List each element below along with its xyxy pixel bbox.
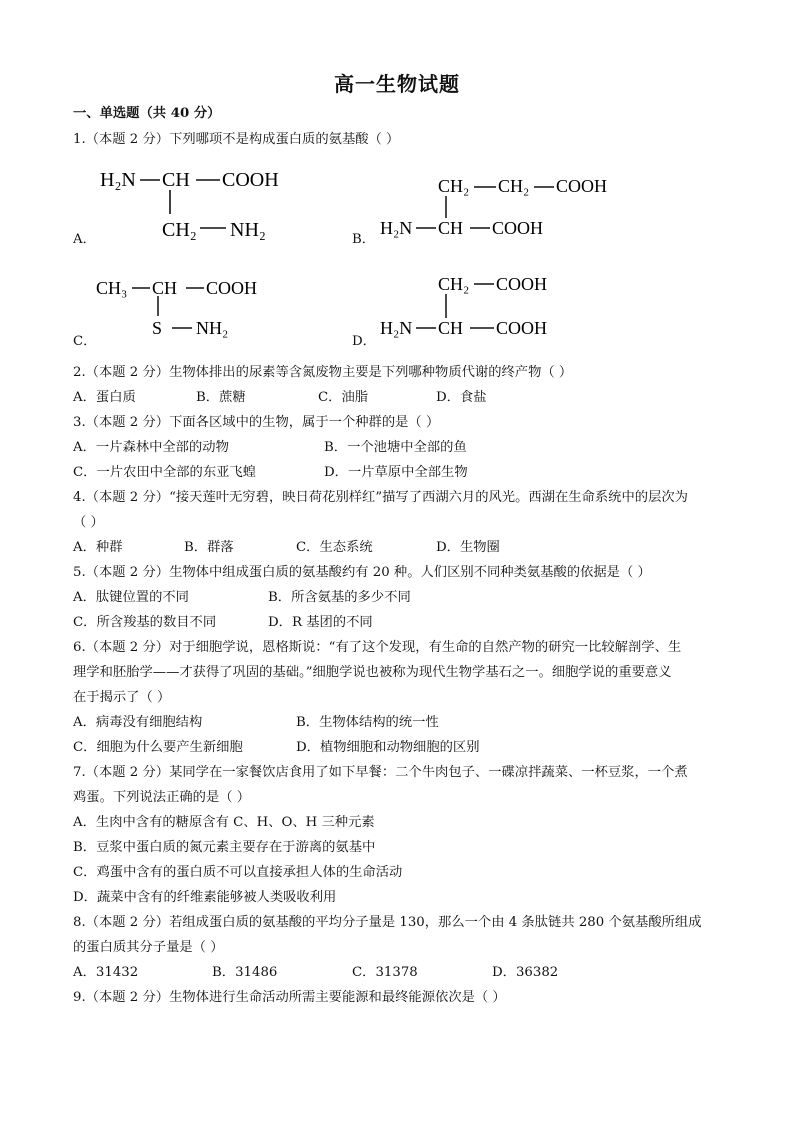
chem-ch3: CH₃	[96, 278, 128, 298]
q6-option-a: A．病毒没有细胞结构	[73, 715, 203, 730]
chem-cooh: COOH	[222, 169, 279, 191]
chem-nh2: NH₂	[230, 219, 266, 241]
q4-option-d: D．生物圈	[436, 540, 500, 555]
q1-option-b-label: B．	[352, 232, 376, 247]
chem-ch: CH	[152, 278, 178, 298]
q7-option-b: B．豆浆中蛋白质的氮元素主要存在于游离的氨基中	[73, 840, 376, 855]
q2-option-c: C．油脂	[318, 390, 369, 405]
chem-ch: CH	[438, 218, 464, 238]
q7-option-a: A．生肉中含有的糖原含有 C、H、O、H 三种元素	[73, 815, 375, 830]
q4-option-a: A．种群	[73, 540, 123, 555]
section-heading: 一、单选题（共 40 分）	[73, 106, 221, 121]
question-4-stem: 4.（本题 2 分）“接天莲叶无穷碧，映日荷花别样红”描写了西湖六月的风光。西湖在生命系统中的层次为	[73, 490, 688, 505]
question-4-stem-cont: （ ）	[73, 515, 104, 530]
chem-ch2: CH₂	[498, 176, 530, 196]
question-7-stem: 7.（本题 2 分）某同学在一家餐饮店食用了如下早餐：二个牛肉包子、一碟凉拌蔬菜、一杯豆浆，一个煮	[73, 765, 688, 780]
question-7-stem-cont: 鸡蛋。下列说法正确的是（ ）	[73, 790, 251, 805]
chem-ch2: CH₂	[438, 176, 470, 196]
q6-option-d: D．植物细胞和动物细胞的区别	[296, 740, 480, 755]
q4-option-c: C．生态系统	[296, 540, 373, 555]
q1-option-a-structure	[96, 160, 306, 244]
q1-option-d-label: D．	[352, 334, 376, 349]
question-8-stem-cont: 的蛋白质其分子量是（ ）	[73, 940, 224, 955]
chem-cooh: COOH	[206, 278, 258, 298]
q6-option-c: C．细胞为什么要产生新细胞	[73, 740, 243, 755]
q2-option-d: D．食盐	[436, 390, 487, 405]
question-8-stem: 8.（本题 2 分）若组成蛋白质的氨基酸的平均分子量是 130，那么一个由 4 条肽链共 280 个氨基酸所组成	[73, 915, 702, 930]
q1-option-d-structure	[376, 268, 596, 344]
question-6-stem-cont2: 在于揭示了（ ）	[73, 690, 171, 705]
question-9-stem: 9.（本题 2 分）生物体进行生命活动所需主要能源和最终能源依次是（ ）	[73, 990, 506, 1005]
question-6-stem: 6.（本题 2 分）对于细胞学说，恩格斯说：“有了这个发现，有生命的自然产物的研究一比较解剖学、生	[73, 640, 682, 655]
chem-cooh: COOH	[496, 318, 548, 338]
chem-ch2: CH₂	[162, 219, 197, 241]
question-3-stem: 3.（本题 2 分）下面各区域中的生物，属于一个种群的是（ ）	[73, 415, 440, 430]
question-6-stem-cont: 理学和胚胎学——才获得了巩固的基础。”细胞学说也被称为现代生物学基石之一。细胞学说的重要意义	[73, 665, 672, 680]
chem-cooh: COOH	[492, 218, 544, 238]
q5-option-c: C．所含羧基的数目不同	[73, 615, 217, 630]
chem-h2n: H₂N	[100, 169, 136, 191]
chem-cooh: COOH	[556, 176, 608, 196]
question-2-stem: 2.（本题 2 分）生物体排出的尿素等含氮废物主要是下列哪种物质代谢的终产物（ ）	[73, 365, 573, 380]
q6-option-b: B．生物体结构的统一性	[296, 715, 439, 730]
chem-cooh: COOH	[496, 274, 548, 294]
q7-option-d: D．蔬菜中含有的纤维素能够被人类吸收利用	[73, 890, 337, 905]
chem-nh2: NH₂	[196, 318, 229, 338]
q8-option-a: A．31432	[73, 965, 139, 980]
q3-option-a: A．一片森林中全部的动物	[73, 440, 229, 455]
chem-ch2: CH₂	[438, 274, 470, 294]
chem-s: S	[152, 318, 163, 338]
q3-option-c: C．一片农田中全部的东亚飞蝗	[73, 465, 257, 480]
q2-option-b: B．蔗糖	[196, 390, 246, 405]
q2-option-a: A．蛋白质	[73, 390, 136, 405]
q5-option-a: A．肽键位置的不同	[73, 590, 189, 605]
chem-ch: CH	[162, 169, 190, 191]
q5-option-b: B．所含氨基的多少不同	[268, 590, 411, 605]
q8-option-d: D．36382	[492, 965, 559, 980]
q1-option-b-structure	[376, 170, 626, 244]
q1-option-c-label: C．	[73, 334, 97, 349]
q7-option-c: C．鸡蛋中含有的蛋白质不可以直接承担人体的生命活动	[73, 865, 403, 880]
q1-option-c-structure	[92, 272, 292, 346]
q3-option-b: B．一个池塘中全部的鱼	[324, 440, 467, 455]
question-1-stem: 1.（本题 2 分）下列哪项不是构成蛋白质的氨基酸（ ）	[73, 132, 400, 147]
q8-option-b: B．31486	[212, 965, 278, 980]
q3-option-d: D．一片草原中全部生物	[324, 465, 468, 480]
chem-h2n: H₂N	[380, 318, 413, 338]
q1-option-a-label: A．	[73, 232, 96, 247]
q8-option-c: C．31378	[352, 965, 418, 980]
page-title: 高一生物试题	[334, 72, 460, 96]
q4-option-b: B．群落	[184, 540, 234, 555]
chem-ch: CH	[438, 318, 464, 338]
q5-option-d: D．R 基团的不同	[268, 615, 373, 630]
question-5-stem: 5.（本题 2 分）生物体中组成蛋白质的氨基酸约有 20 种。人们区别不同种类氨基酸的依据是（ ）	[73, 565, 651, 580]
chem-h2n: H₂N	[380, 218, 413, 238]
